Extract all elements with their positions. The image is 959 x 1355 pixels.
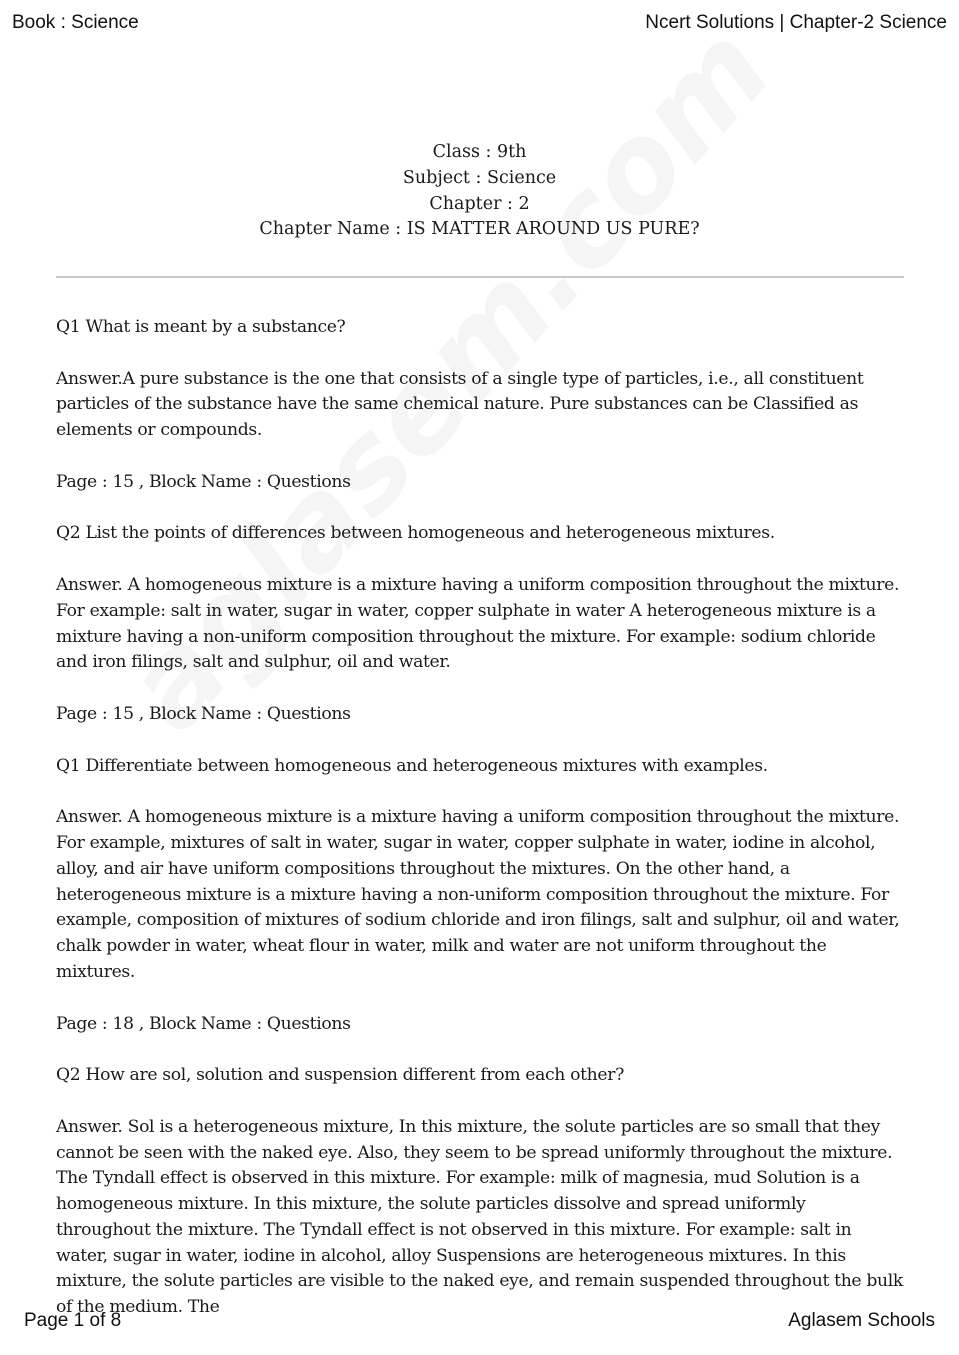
book-label: Book : Science — [12, 12, 139, 33]
page-info: Page : 15 , Block Name : Questions — [56, 703, 351, 724]
question: Q2 How are sol, solution and suspension different from each other? — [56, 1065, 624, 1086]
answer: Answer. A homogeneous mixture is a mixture having a uniform composition throughout the mixture. For example: salt in water, sugar in water, copper sulphate in water A heterogeneous mixture is a mixture having a non-uniform composition throughout the mixture. For example: sodium chloride and iron filings, salt and sulphur, oil and water. — [56, 574, 900, 673]
chapter-name-line: Chapter Name : IS MATTER AROUND US PURE? — [259, 219, 700, 240]
answer: Answer.A pure substance is the one that consists of a single type of particles, i.e., all constituent particles of the substance have the same chemical nature. Pure substances can be Classified as elements or compounds. — [56, 368, 864, 441]
class-line: Class : 9th — [432, 142, 527, 162]
publisher-label: Aglasem Schools — [788, 1310, 935, 1331]
page-number: Page 1 of 8 — [24, 1310, 122, 1331]
subject-line: Subject : Science — [402, 167, 557, 188]
page-info: Page : 18 , Block Name : Questions — [56, 1013, 351, 1034]
question: Q2 List the points of differences between homogeneous and heterogeneous mixtures. — [56, 523, 775, 544]
divider — [56, 276, 904, 278]
chapter-line: Chapter : 2 — [429, 193, 530, 214]
title-block — [0, 140, 959, 243]
question: Q1 Differentiate between homogeneous and heterogeneous mixtures with examples. — [56, 755, 768, 776]
question: Q1 What is meant by a substance? — [56, 317, 346, 337]
page-info: Page : 15 , Block Name : Questions — [56, 471, 351, 492]
answer: Answer. Sol is a heterogeneous mixture, In this mixture, the solute particles are so small that they cannot be seen with the naked eye. Also, they seem to be spread uniformly throughout the mixture. The Tyndall effect is observed in this mixture. For example: milk of magnesia, mud Solution is a homogeneous mixture. In this mixture, the solute particles dissolve and spread uniformly throughout the mixture. The Tyndall effect is not observed in this mixture. For example: salt in water, sugar in water, iodine in alcohol, alloy Suspensions are heterogeneous mixtures. In this mixture, the solute particles are visible to the naked eye, and remain suspended throughout the bulk of the medium. The — [56, 1116, 903, 1318]
answer: Answer. A homogeneous mixture is a mixture having a uniform composition throughout the mixture. For example, mixtures of salt in water, sugar in water, copper sulphate in water, iodine in alcohol, alloy, and air have uniform compositions throughout the mixtures. On the other hand, a heterogeneous mixture is a mixture having a non-uniform composition throughout the mixture. For example, composition of mixtures of sodium chloride and iron filings, salt and sulphur, oil and water, chalk powder in water, wheat flour in water, milk and water are not uniform throughout the mixtures. — [56, 807, 900, 982]
chapter-label: Ncert Solutions | Chapter-2 Science — [645, 12, 947, 33]
document-body — [56, 315, 904, 1347]
